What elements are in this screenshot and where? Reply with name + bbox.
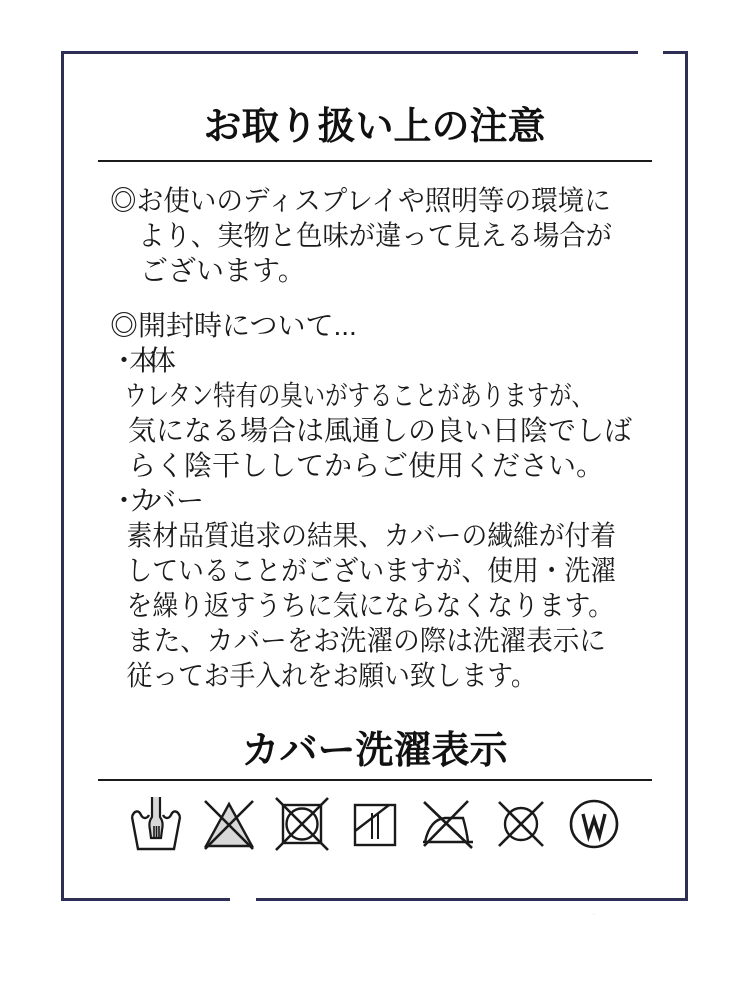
line-dry-in-shade-icon (347, 795, 403, 853)
do-not-bleach-icon (201, 795, 257, 853)
frame-border-bottom-segment (256, 898, 688, 901)
frame-border-left (61, 51, 64, 901)
text-line: ございます。 (140, 255, 306, 286)
text-line: ・カバー (110, 485, 205, 516)
care-symbols-heading: カバー洗濯表示 (241, 730, 508, 772)
hand-wash-icon (128, 795, 184, 853)
text-line: より、実物と色味が違って見える場合が (138, 220, 612, 251)
text-line: ウレタン特有の臭いがすることがありますが、 (124, 380, 594, 411)
text-line: ・本体 (110, 345, 177, 376)
title-underline (98, 160, 652, 162)
text-line: を繰り返すうちに気にならなくなります。 (126, 590, 614, 621)
frame-border-top-corner-segment (663, 51, 688, 54)
display-note-paragraph (110, 183, 650, 288)
text-line: ◎お使いのディスプレイや照明等の環境に (110, 185, 611, 216)
text-line: していることがございますが、使用・洗濯 (126, 555, 617, 586)
text-line: 素材品質追求の結果、カバーの繊維が付着 (126, 520, 617, 551)
page-title: お取り扱い上の注意 (203, 106, 546, 148)
frame-border-right (685, 51, 688, 901)
care-symbols-row (61, 795, 688, 916)
text-line: また、カバーをお洗濯の際は洗濯表示に (127, 625, 606, 656)
frame-border-bottom-corner-segment (61, 898, 230, 901)
care-heading-underline (98, 779, 652, 781)
wet-cleaning-icon (566, 795, 622, 916)
frame-border-top-segment (61, 51, 638, 54)
wet-cleaning-letter: W (593, 915, 594, 916)
text-line: 気になる場合は風通しの良い日陰でしば (128, 415, 633, 446)
do-not-iron-icon (420, 795, 476, 853)
text-line: ◎開封時について... (110, 310, 357, 341)
opening-note-paragraph (110, 308, 650, 693)
do-not-tumble-dry-icon (274, 795, 330, 853)
do-not-dry-clean-icon (493, 795, 549, 853)
text-line: 従ってお手入れをお願い致します。 (126, 660, 537, 691)
text-line: らく陰干ししてからご使用ください。 (128, 450, 605, 481)
notice-frame (61, 51, 688, 916)
